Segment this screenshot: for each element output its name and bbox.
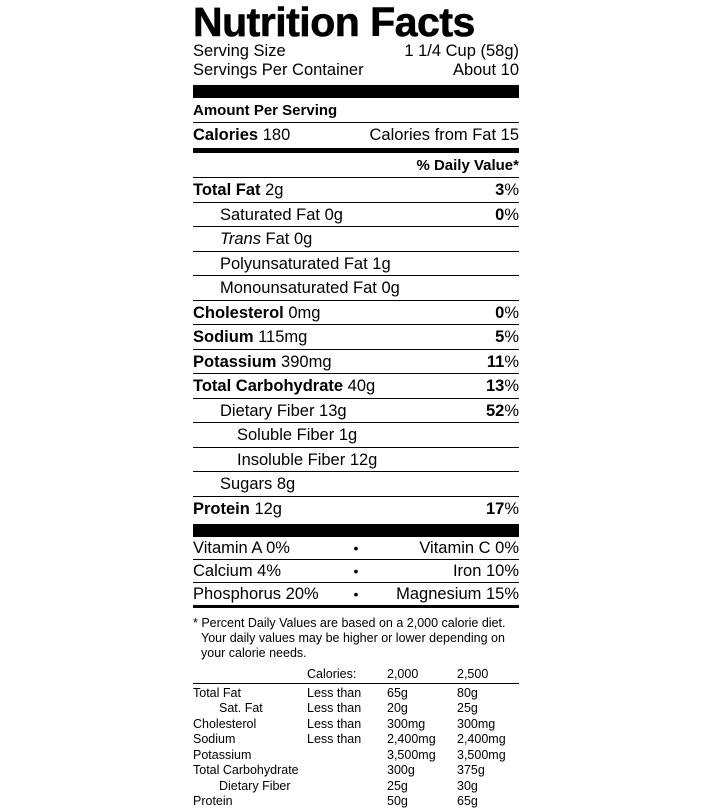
- table-cell: Dietary Fiber: [219, 778, 291, 793]
- nutrient-name: Cholesterol: [193, 303, 284, 322]
- nutrient-name: Polyunsaturated Fat: [220, 254, 368, 273]
- bullet: •: [353, 539, 359, 556]
- nutrient-row-soluble-fiber: [193, 423, 519, 448]
- nutrient-amount: 1g: [338, 426, 358, 444]
- calories-row: [193, 123, 519, 148]
- table-cell: [307, 794, 387, 810]
- table-cell: 300mg: [457, 716, 496, 731]
- thick-divider: [193, 524, 519, 537]
- table-cell: Less than: [307, 732, 362, 746]
- table-cell: 65g: [387, 685, 408, 700]
- amount-per-serving: Amount Per Serving: [193, 98, 519, 123]
- percent-sign: %: [504, 181, 519, 199]
- table-cell: Less than: [307, 685, 362, 700]
- nutrient-dv: 0: [495, 303, 505, 322]
- table-row: [193, 732, 519, 748]
- table-cell: 65g: [457, 794, 478, 808]
- nutrient-row-potassium: [193, 350, 519, 375]
- nutrient-row-saturated-fat: [193, 203, 519, 228]
- serving-size-value: 1 1/4 Cup (58g): [404, 42, 519, 60]
- nutrient-amount: 115mg: [258, 328, 308, 346]
- percent-sign: %: [504, 205, 519, 224]
- nutrient-row-monounsaturated-fat: [193, 276, 519, 301]
- vitamin-left: Calcium 4%: [193, 561, 282, 580]
- vitamin-right: Magnesium 15%: [396, 584, 519, 603]
- footnote-line: your calorie needs.: [201, 646, 307, 660]
- nutrient-amount: 1g: [372, 254, 391, 273]
- nutrient-dv: 3: [495, 181, 505, 199]
- nutrient-name: Insoluble Fiber: [237, 450, 346, 469]
- nutrient-amount: 13g: [319, 401, 347, 420]
- table-row: [193, 794, 519, 810]
- calories-from-fat-value: 15: [500, 126, 519, 144]
- vitamin-right: Vitamin C 0%: [419, 538, 519, 557]
- servings-per-container-value: About 10: [452, 61, 519, 79]
- table-cell: 80g: [457, 685, 478, 700]
- footnote-line: * Percent Daily Values are based on a 2,000 calorie diet.: [193, 616, 506, 630]
- nutrient-row-sodium: [193, 325, 519, 350]
- table-cell: 3,500mg: [387, 747, 436, 762]
- percent-sign: %: [504, 303, 519, 322]
- table-cell: [307, 779, 387, 795]
- table-row: [193, 748, 519, 764]
- servings-per-container-row: [193, 61, 519, 80]
- nutrient-name: Trans: [220, 230, 261, 248]
- nutrient-amount: 40g: [347, 377, 376, 395]
- calories-label: Calories: [193, 126, 259, 144]
- table-cell: Sodium: [193, 732, 236, 746]
- percent-sign: %: [504, 352, 519, 371]
- nutrient-name: Sugars: [220, 475, 273, 493]
- nutrient-name: Protein: [193, 499, 250, 518]
- serving-size-label: Serving Size: [193, 42, 286, 60]
- nutrient-row-trans-fat: [193, 227, 519, 252]
- table-cell: 2,400mg: [457, 732, 506, 746]
- vitamin-row: [193, 537, 519, 560]
- nutrient-row-polyunsaturated-fat: [193, 252, 519, 277]
- header-cell: [193, 667, 307, 683]
- nutrient-row-dietary-fiber: [193, 399, 519, 424]
- header-cell: 2,000: [387, 667, 419, 681]
- nutrient-row-total-carbohydrate: [193, 374, 519, 399]
- table-row: [193, 686, 519, 702]
- table-row: [193, 717, 519, 733]
- nutrient-amount: 0g: [293, 230, 313, 248]
- nutrient-row-protein: [193, 497, 519, 522]
- nutrient-row-insoluble-fiber: [193, 448, 519, 473]
- calories-from-fat-label: Calories from Fat: [369, 126, 497, 144]
- table-cell: Less than: [307, 716, 362, 731]
- calories-value: 180: [262, 126, 291, 144]
- nutrient-name: Total Carbohydrate: [193, 377, 344, 395]
- table-row: [193, 701, 519, 717]
- header-cell: Calories:: [307, 667, 357, 681]
- nutrient-amount: 8g: [276, 475, 296, 493]
- table-cell: 3,500mg: [457, 747, 506, 762]
- table-cell: 300mg: [387, 716, 426, 731]
- nutrient-amount: 0g: [324, 205, 343, 224]
- nutrition-facts-label: [193, 0, 519, 810]
- nutrient-dv: 11: [486, 352, 505, 371]
- table-cell: 375g: [457, 763, 485, 777]
- nutrient-amount: 12g: [349, 450, 378, 469]
- label-title: Nutrition Facts: [193, 0, 475, 45]
- thick-divider: [193, 85, 519, 98]
- table-cell: Total Fat: [193, 685, 241, 700]
- reference-table: [193, 667, 519, 810]
- nutrient-name: Sodium: [193, 328, 254, 346]
- nutrient-dv: 13: [485, 377, 505, 395]
- table-cell: 20g: [387, 701, 408, 715]
- table-cell: Sat. Fat: [219, 701, 263, 715]
- table-cell: Protein: [193, 794, 233, 808]
- footnote-line: Your daily values may be higher or lower depending on: [201, 631, 505, 645]
- nutrient-amount: 0mg: [288, 303, 321, 322]
- nutrient-dv: 52: [485, 401, 505, 420]
- vitamin-left: Vitamin A 0%: [193, 538, 290, 557]
- nutrient-name-suffix: Fat: [265, 230, 290, 248]
- table-cell: 30g: [457, 778, 478, 793]
- table-cell: 300g: [387, 763, 415, 777]
- table-row: [193, 763, 519, 779]
- nutrient-amount: 12g: [254, 499, 282, 518]
- nutrient-amount: 2g: [265, 181, 284, 199]
- bullet: •: [353, 585, 359, 602]
- nutrient-name: Total Fat: [193, 181, 261, 199]
- vitamin-row: [193, 560, 519, 583]
- footnote: [193, 616, 519, 661]
- nutrient-name: Soluble Fiber: [237, 426, 335, 444]
- table-cell: [307, 763, 387, 779]
- vitamin-right: Iron 10%: [452, 561, 519, 580]
- nutrient-dv: 0: [495, 205, 505, 224]
- nutrient-row-total-fat: [193, 178, 519, 203]
- nutrient-name: Dietary Fiber: [220, 401, 315, 420]
- nutrient-name: Monounsaturated Fat: [220, 279, 377, 297]
- table-cell: Less than: [307, 701, 362, 715]
- nutrient-row-cholesterol: [193, 301, 519, 326]
- vitamin-row: [193, 583, 519, 606]
- nutrient-amount: 390mg: [281, 352, 332, 371]
- table-cell: [307, 748, 387, 764]
- nutrient-dv: 17: [485, 499, 505, 518]
- daily-value-header: % Daily Value*: [193, 153, 519, 178]
- table-cell: 25g: [457, 701, 478, 715]
- nutrient-name: Saturated Fat: [220, 205, 320, 224]
- nutrient-name: Potassium: [193, 352, 277, 371]
- bullet: •: [353, 562, 359, 579]
- table-cell: Cholesterol: [193, 716, 257, 731]
- reference-table-header: [193, 667, 519, 684]
- table-row: [193, 779, 519, 795]
- table-cell: Total Carbohydrate: [193, 763, 299, 777]
- table-cell: 2,400mg: [387, 732, 436, 746]
- nutrient-dv: 5: [495, 328, 505, 346]
- percent-sign: %: [504, 377, 519, 395]
- percent-sign: %: [504, 499, 519, 518]
- percent-sign: %: [504, 401, 519, 420]
- servings-per-container-label: Servings Per Container: [193, 61, 364, 79]
- table-cell: Potassium: [193, 747, 252, 762]
- footnote-divider: [193, 606, 519, 608]
- header-cell: 2,500: [457, 667, 489, 681]
- nutrient-row-sugars: [193, 472, 519, 497]
- nutrient-amount: 0g: [381, 279, 400, 297]
- table-cell: 25g: [387, 778, 408, 793]
- vitamin-left: Phosphorus 20%: [193, 584, 319, 603]
- percent-sign: %: [504, 328, 519, 346]
- table-cell: 50g: [387, 794, 408, 808]
